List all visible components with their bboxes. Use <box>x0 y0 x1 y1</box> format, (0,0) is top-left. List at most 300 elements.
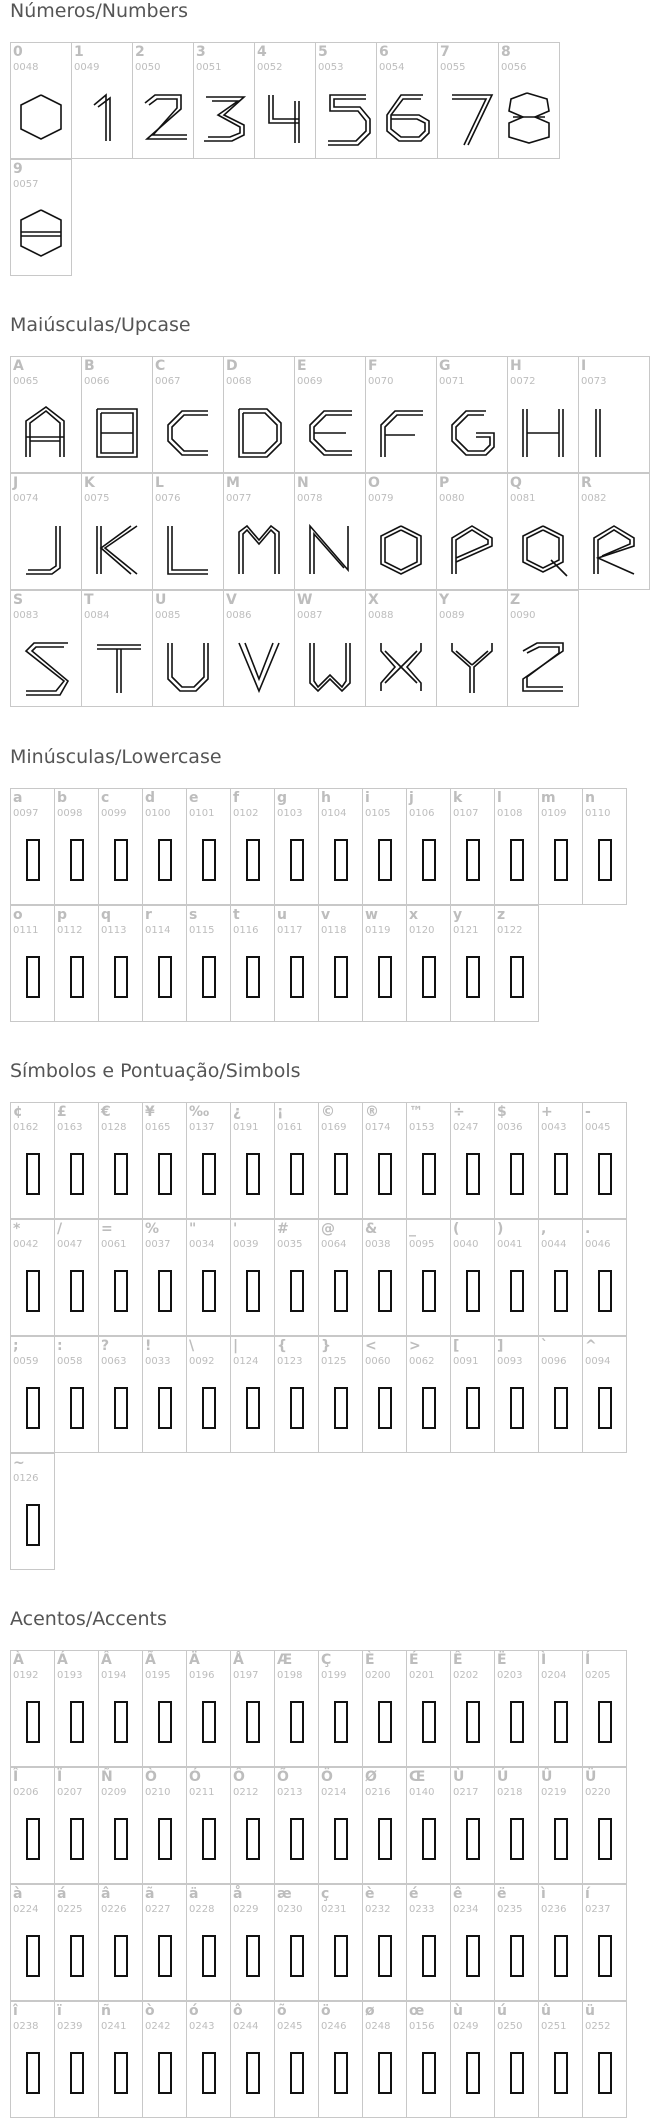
glyph-cell-0123 <box>274 1336 319 1453</box>
glyph-code-label: 0034 <box>189 1239 215 1250</box>
missing-glyph-box-icon <box>158 1153 172 1195</box>
glyph-char-label: Â <box>101 1652 112 1668</box>
glyph-cell-0116 <box>230 905 275 1022</box>
missing-glyph-box-icon <box>26 956 40 998</box>
glyph-cell-0225 <box>54 1884 99 2001</box>
glyph-char-label: = <box>101 1221 113 1237</box>
glyph-cell-0251 <box>538 2001 583 2118</box>
glyph-code-label: 0090 <box>510 610 536 621</box>
missing-glyph-box-icon <box>334 1818 348 1860</box>
glyph-char-label: ` <box>541 1338 548 1354</box>
glyph-char-label: € <box>101 1104 111 1120</box>
glyph-code-label: 0084 <box>84 610 110 621</box>
missing-glyph-box-icon <box>158 956 172 998</box>
glyph-code-label: 0248 <box>365 2021 391 2032</box>
glyph-code-label: 0203 <box>497 1670 523 1681</box>
glyph-code-label: 0113 <box>101 925 127 936</box>
glyph-cell-0207 <box>54 1767 99 1884</box>
glyph-char-label: y <box>453 907 463 923</box>
glyph-code-label: 0201 <box>409 1670 435 1681</box>
glyph-char-label: A <box>13 358 24 374</box>
glyph-char-label: 5 <box>318 44 328 60</box>
glyph-cell-0231 <box>318 1884 363 2001</box>
glyph-cell-0114 <box>142 905 187 1022</box>
missing-glyph-box-icon <box>158 2052 172 2094</box>
glyph-char-label: # <box>277 1221 289 1237</box>
glyph-code-label: 0174 <box>365 1122 391 1133</box>
glyph-cell-0051 <box>193 42 255 159</box>
glyph-code-label: 0051 <box>196 62 222 73</box>
glyph-cell-0035 <box>274 1219 319 1336</box>
glyph-code-label: 0219 <box>541 1787 567 1798</box>
glyph-code-label: 0122 <box>497 925 523 936</box>
missing-glyph-box-icon <box>290 839 304 881</box>
glyph-cell-0057 <box>10 159 72 276</box>
glyph-cell-0216 <box>362 1767 407 1884</box>
glyph-cell-0192 <box>10 1650 55 1767</box>
glyph-grid <box>10 356 649 707</box>
glyph-code-label: 0088 <box>368 610 394 621</box>
glyph-char-label: Û <box>541 1769 553 1785</box>
glyph-char-label: ç <box>321 1886 330 1902</box>
glyph-code-label: 0091 <box>453 1356 479 1367</box>
glyph-char-label: J <box>13 475 19 491</box>
glyph-char-label: O <box>368 475 380 491</box>
glyph-grid <box>10 1650 626 2118</box>
glyph-char-label: X <box>368 592 379 608</box>
missing-glyph-box-icon <box>378 2052 392 2094</box>
glyph-char-label: 8 <box>501 44 511 60</box>
glyph-cell-0237 <box>582 1884 627 2001</box>
glyph-code-label: 0128 <box>101 1122 127 1133</box>
glyph-cell-0089 <box>436 590 508 707</box>
glyph-cell-0238 <box>10 2001 55 2118</box>
glyph-code-label: 0053 <box>318 62 344 73</box>
missing-glyph-box-icon <box>422 839 436 881</box>
missing-glyph-box-icon <box>422 2052 436 2094</box>
glyph-cell-0045 <box>582 1102 627 1219</box>
glyph-cell-0054 <box>376 42 438 159</box>
glyph-cell-0119 <box>362 905 407 1022</box>
glyph-char-label: ‰ <box>189 1104 210 1120</box>
glyph-char-label: Ì <box>541 1652 547 1668</box>
glyph-preview-icon <box>508 395 580 471</box>
glyph-cell-0058 <box>54 1336 99 1453</box>
glyph-cell-0050 <box>132 42 194 159</box>
missing-glyph-box-icon <box>202 2052 216 2094</box>
missing-glyph-box-icon <box>26 1387 40 1429</box>
glyph-grid <box>10 1102 626 1570</box>
missing-glyph-box-icon <box>422 956 436 998</box>
glyph-cell-0115 <box>186 905 231 1022</box>
glyph-code-label: 0204 <box>541 1670 567 1681</box>
missing-glyph-box-icon <box>334 1935 348 1977</box>
glyph-preview-icon <box>153 629 225 705</box>
missing-glyph-box-icon <box>202 1387 216 1429</box>
glyph-code-label: 0076 <box>155 493 181 504</box>
glyph-preview-icon <box>316 81 378 157</box>
glyph-char-label: Ñ <box>101 1769 113 1785</box>
glyph-cell-0153 <box>406 1102 451 1219</box>
glyph-code-label: 0218 <box>497 1787 523 1798</box>
glyph-char-label: C <box>155 358 166 374</box>
glyph-code-label: 0102 <box>233 808 259 819</box>
glyph-cell-0108 <box>494 788 539 905</box>
glyph-char-label: ü <box>585 2003 595 2019</box>
glyph-cell-0041 <box>494 1219 539 1336</box>
glyph-char-label: Ü <box>585 1769 597 1785</box>
glyph-code-label: 0093 <box>497 1356 523 1367</box>
glyph-cell-0063 <box>98 1336 143 1453</box>
glyph-char-label: Ò <box>145 1769 157 1785</box>
glyph-cell-0059 <box>10 1336 55 1453</box>
glyph-cell-0224 <box>10 1884 55 2001</box>
missing-glyph-box-icon <box>114 2052 128 2094</box>
glyph-char-label: © <box>321 1104 335 1120</box>
glyph-char-label: d <box>145 790 156 806</box>
glyph-char-label: 7 <box>440 44 450 60</box>
glyph-cell-0174 <box>362 1102 407 1219</box>
glyph-code-label: 0229 <box>233 1904 259 1915</box>
missing-glyph-box-icon <box>554 1818 568 1860</box>
missing-glyph-box-icon <box>422 1818 436 1860</box>
glyph-code-label: 0060 <box>365 1356 391 1367</box>
missing-glyph-box-icon <box>70 839 84 881</box>
glyph-row <box>10 1102 626 1219</box>
glyph-code-label: 0062 <box>409 1356 435 1367</box>
glyph-cell-0060 <box>362 1336 407 1453</box>
missing-glyph-box-icon <box>290 1701 304 1743</box>
glyph-code-label: 0217 <box>453 1787 479 1798</box>
glyph-preview-icon <box>194 81 256 157</box>
glyph-preview-icon <box>508 629 580 705</box>
glyph-cell-0211 <box>186 1767 231 1884</box>
glyph-code-label: 0205 <box>585 1670 611 1681</box>
glyph-char-label: " <box>189 1221 197 1237</box>
missing-glyph-box-icon <box>554 839 568 881</box>
glyph-cell-0137 <box>186 1102 231 1219</box>
missing-glyph-box-icon <box>466 839 480 881</box>
glyph-cell-0244 <box>230 2001 275 2118</box>
glyph-code-label: 0109 <box>541 808 567 819</box>
glyph-char-label: Ï <box>57 1769 63 1785</box>
glyph-row <box>10 356 649 473</box>
missing-glyph-box-icon <box>114 839 128 881</box>
glyph-cell-0117 <box>274 905 319 1022</box>
missing-glyph-box-icon <box>554 1270 568 1312</box>
glyph-char-label: n <box>585 790 595 806</box>
glyph-code-label: 0040 <box>453 1239 479 1250</box>
missing-glyph-box-icon <box>246 839 260 881</box>
glyph-row <box>10 1767 626 1884</box>
glyph-preview-icon <box>366 512 438 588</box>
glyph-char-label: K <box>84 475 95 491</box>
glyph-char-label: Ç <box>321 1652 332 1668</box>
glyph-char-label: Ú <box>497 1769 509 1785</box>
glyph-char-label: % <box>145 1221 160 1237</box>
glyph-char-label: Ô <box>233 1769 245 1785</box>
glyph-char-label: £ <box>57 1104 67 1120</box>
glyph-char-label: U <box>155 592 167 608</box>
missing-glyph-box-icon <box>378 839 392 881</box>
glyph-cell-0206 <box>10 1767 55 1884</box>
glyph-code-label: 0194 <box>101 1670 127 1681</box>
glyph-code-label: 0105 <box>365 808 391 819</box>
glyph-char-label: , <box>541 1221 547 1237</box>
glyph-code-label: 0140 <box>409 1787 435 1798</box>
glyph-char-label: & <box>365 1221 378 1237</box>
glyph-code-label: 0163 <box>57 1122 83 1133</box>
glyph-code-label: 0126 <box>13 1473 39 1484</box>
glyph-code-label: 0078 <box>297 493 323 504</box>
glyph-cell-0038 <box>362 1219 407 1336</box>
glyph-code-label: 0108 <box>497 808 523 819</box>
missing-glyph-box-icon <box>202 1270 216 1312</box>
missing-glyph-box-icon <box>378 956 392 998</box>
glyph-code-label: 0111 <box>13 925 39 936</box>
glyph-char-label: Y <box>439 592 450 608</box>
glyph-char-label: ' <box>233 1221 238 1237</box>
glyph-char-label: { <box>277 1338 287 1354</box>
glyph-char-label: Ë <box>497 1652 507 1668</box>
glyph-cell-0087 <box>294 590 366 707</box>
glyph-cell-0194 <box>98 1650 143 1767</box>
glyph-cell-0103 <box>274 788 319 905</box>
glyph-code-label: 0206 <box>13 1787 39 1798</box>
glyph-code-label: 0061 <box>101 1239 127 1250</box>
glyph-code-label: 0067 <box>155 376 181 387</box>
glyph-code-label: 0198 <box>277 1670 303 1681</box>
glyph-cell-0047 <box>54 1219 99 1336</box>
glyph-code-label: 0103 <box>277 808 303 819</box>
glyph-code-label: 0050 <box>135 62 161 73</box>
glyph-row <box>10 473 649 590</box>
glyph-char-label: ø <box>365 2003 375 2019</box>
glyph-cell-0243 <box>186 2001 231 2118</box>
glyph-cell-0236 <box>538 1884 583 2001</box>
glyph-code-label: 0233 <box>409 1904 435 1915</box>
glyph-cell-0034 <box>186 1219 231 1336</box>
glyph-cell-0226 <box>98 1884 143 2001</box>
glyph-code-label: 0033 <box>145 1356 171 1367</box>
glyph-char-label: L <box>155 475 164 491</box>
glyph-code-label: 0238 <box>13 2021 39 2032</box>
glyph-char-label: D <box>226 358 238 374</box>
glyph-row <box>10 788 626 905</box>
glyph-cell-0037 <box>142 1219 187 1336</box>
missing-glyph-box-icon <box>26 1818 40 1860</box>
glyph-char-label: 4 <box>257 44 267 60</box>
glyph-code-label: 0120 <box>409 925 435 936</box>
glyph-char-label: Ä <box>189 1652 200 1668</box>
glyph-char-label: t <box>233 907 240 923</box>
glyph-char-label: f <box>233 790 240 806</box>
glyph-cell-0046 <box>582 1219 627 1336</box>
glyph-code-label: 0066 <box>84 376 110 387</box>
glyph-cell-0230 <box>274 1884 319 2001</box>
missing-glyph-box-icon <box>70 1387 84 1429</box>
glyph-code-label: 0077 <box>226 493 252 504</box>
glyph-cell-0252 <box>582 2001 627 2118</box>
glyph-code-label: 0251 <box>541 2021 567 2032</box>
glyph-char-label: ä <box>189 1886 199 1902</box>
glyph-char-label: ¡ <box>277 1104 284 1120</box>
glyph-code-label: 0074 <box>13 493 39 504</box>
glyph-cell-0055 <box>437 42 499 159</box>
glyph-cell-0118 <box>318 905 363 1022</box>
glyph-code-label: 0220 <box>585 1787 611 1798</box>
glyph-char-label: ã <box>145 1886 155 1902</box>
glyph-char-label: ® <box>365 1104 379 1120</box>
glyph-char-label: r <box>145 907 152 923</box>
glyph-row <box>10 590 649 707</box>
glyph-cell-0078 <box>294 473 366 590</box>
missing-glyph-box-icon <box>334 1701 348 1743</box>
missing-glyph-box-icon <box>246 1153 260 1195</box>
missing-glyph-box-icon <box>70 1701 84 1743</box>
glyph-cell-0227 <box>142 1884 187 2001</box>
glyph-code-label: 0118 <box>321 925 347 936</box>
glyph-row <box>10 905 626 1022</box>
glyph-code-label: 0098 <box>57 808 83 819</box>
glyph-code-label: 0086 <box>226 610 252 621</box>
glyph-char-label: S <box>13 592 24 608</box>
glyph-cell-0061 <box>98 1219 143 1336</box>
glyph-cell-0245 <box>274 2001 319 2118</box>
glyph-cell-0121 <box>450 905 495 1022</box>
missing-glyph-box-icon <box>598 839 612 881</box>
glyph-cell-0214 <box>318 1767 363 1884</box>
glyph-preview-icon <box>82 629 154 705</box>
glyph-cell-0069 <box>294 356 366 473</box>
missing-glyph-box-icon <box>246 1387 260 1429</box>
glyph-char-label: b <box>57 790 68 806</box>
missing-glyph-box-icon <box>510 1701 524 1743</box>
glyph-code-label: 0072 <box>510 376 536 387</box>
glyph-cell-0234 <box>450 1884 495 2001</box>
glyph-code-label: 0081 <box>510 493 536 504</box>
missing-glyph-box-icon <box>158 1818 172 1860</box>
glyph-char-label: I <box>581 358 587 374</box>
glyph-char-label: â <box>101 1886 111 1902</box>
glyph-char-label: 3 <box>196 44 206 60</box>
glyph-cell-0088 <box>365 590 437 707</box>
glyph-cell-0101 <box>186 788 231 905</box>
glyph-char-label: s <box>189 907 198 923</box>
glyph-cell-0242 <box>142 2001 187 2118</box>
glyph-cell-0048 <box>10 42 72 159</box>
glyph-char-label: ö <box>321 2003 331 2019</box>
glyph-char-label: * <box>13 1221 21 1237</box>
glyph-cell-0040 <box>450 1219 495 1336</box>
glyph-char-label: F <box>368 358 378 374</box>
glyph-char-label: À <box>13 1652 24 1668</box>
glyph-code-label: 0068 <box>226 376 252 387</box>
glyph-char-label: Ã <box>145 1652 156 1668</box>
glyph-cell-0210 <box>142 1767 187 1884</box>
glyph-code-label: 0056 <box>501 62 527 73</box>
glyph-row <box>10 1650 626 1767</box>
glyph-char-label: ( <box>453 1221 460 1237</box>
glyph-char-label: Á <box>57 1652 68 1668</box>
glyph-preview-icon <box>295 629 367 705</box>
glyph-char-label: k <box>453 790 463 806</box>
glyph-code-label: 0156 <box>409 2021 435 2032</box>
glyph-char-label: í <box>585 1886 590 1902</box>
glyph-preview-icon <box>153 395 225 471</box>
missing-glyph-box-icon <box>70 1270 84 1312</box>
glyph-cell-0072 <box>507 356 579 473</box>
missing-glyph-box-icon <box>378 1701 392 1743</box>
glyph-char-label: Í <box>585 1652 591 1668</box>
glyph-code-label: 0047 <box>57 1239 83 1250</box>
glyph-char-label: e <box>189 790 199 806</box>
glyph-char-label: î <box>13 2003 18 2019</box>
glyph-char-label: / <box>57 1221 63 1237</box>
glyph-code-label: 0073 <box>581 376 607 387</box>
missing-glyph-box-icon <box>334 1270 348 1312</box>
glyph-code-label: 0249 <box>453 2021 479 2032</box>
glyph-char-label: Î <box>13 1769 19 1785</box>
missing-glyph-box-icon <box>466 1701 480 1743</box>
glyph-code-label: 0243 <box>189 2021 215 2032</box>
glyph-cell-0098 <box>54 788 99 905</box>
glyph-code-label: 0069 <box>297 376 323 387</box>
glyph-preview-icon <box>438 81 500 157</box>
glyph-code-label: 0216 <box>365 1787 391 1798</box>
glyph-code-label: 0169 <box>321 1122 347 1133</box>
glyph-code-label: 0224 <box>13 1904 39 1915</box>
glyph-code-label: 0080 <box>439 493 465 504</box>
glyph-char-label: - <box>585 1104 591 1120</box>
missing-glyph-box-icon <box>114 1935 128 1977</box>
glyph-preview-icon <box>153 512 225 588</box>
missing-glyph-box-icon <box>554 1701 568 1743</box>
glyph-char-label: G <box>439 358 451 374</box>
glyph-code-label: 0070 <box>368 376 394 387</box>
glyph-code-label: 0241 <box>101 2021 127 2032</box>
glyph-code-label: 0232 <box>365 1904 391 1915</box>
glyph-row <box>10 159 559 276</box>
glyph-cell-0039 <box>230 1219 275 1336</box>
missing-glyph-box-icon <box>246 2052 260 2094</box>
glyph-char-label: R <box>581 475 592 491</box>
glyph-code-label: 0095 <box>409 1239 435 1250</box>
missing-glyph-box-icon <box>598 1270 612 1312</box>
missing-glyph-box-icon <box>334 2052 348 2094</box>
glyph-cell-0209 <box>98 1767 143 1884</box>
glyph-cell-0105 <box>362 788 407 905</box>
missing-glyph-box-icon <box>334 956 348 998</box>
glyph-code-label: 0161 <box>277 1122 303 1133</box>
missing-glyph-box-icon <box>158 1701 172 1743</box>
missing-glyph-box-icon <box>334 1387 348 1429</box>
missing-glyph-box-icon <box>510 1153 524 1195</box>
glyph-cell-0239 <box>54 2001 99 2118</box>
glyph-cell-0126 <box>10 1453 55 1570</box>
glyph-char-label: x <box>409 907 419 923</box>
glyph-code-label: 0193 <box>57 1670 83 1681</box>
glyph-char-label: ì <box>541 1886 546 1902</box>
glyph-char-label: M <box>226 475 240 491</box>
glyph-cell-0065 <box>10 356 82 473</box>
glyph-preview-icon <box>11 81 73 157</box>
glyph-char-label: o <box>13 907 23 923</box>
glyph-char-label: + <box>541 1104 553 1120</box>
glyph-cell-0249 <box>450 2001 495 2118</box>
glyph-cell-0112 <box>54 905 99 1022</box>
missing-glyph-box-icon <box>378 1270 392 1312</box>
